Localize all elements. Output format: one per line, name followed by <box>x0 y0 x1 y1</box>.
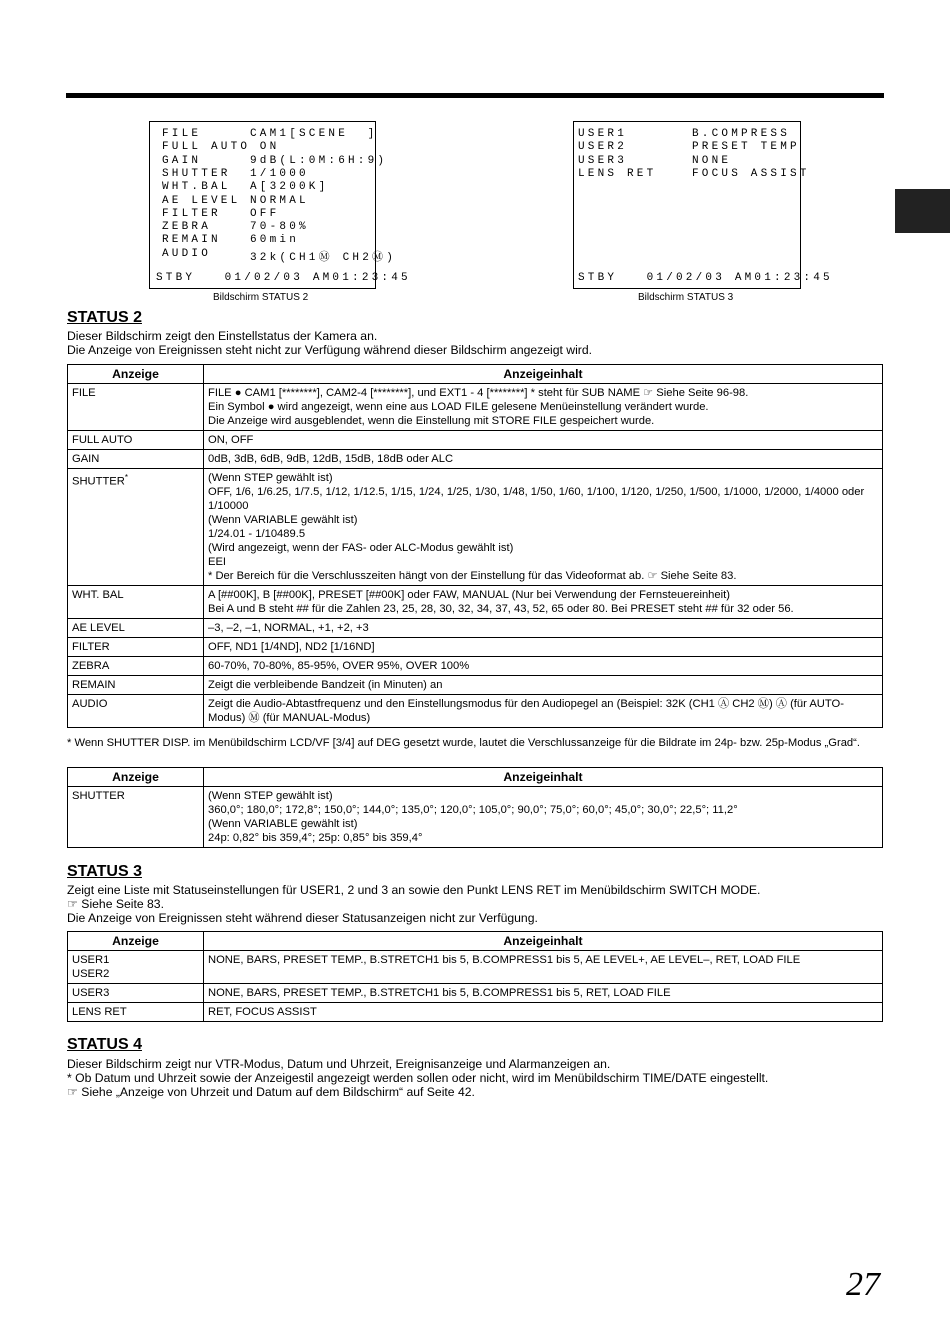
status3-screen-caption: Bildschirm STATUS 3 <box>638 292 734 303</box>
table-row-content <box>204 431 883 450</box>
paragraph-line: ☞ Siehe Seite 83. <box>67 897 164 911</box>
row-label-line: USER1 <box>72 954 110 966</box>
table-header-row <box>68 365 883 384</box>
table-row <box>68 431 883 450</box>
content-line: RET, FOCUS ASSIST <box>208 1006 317 1018</box>
status2-footnote: * Wenn SHUTTER DISP. im Menübildschirm LCD/VF [3/4] auf DEG gesetzt wurde, lautet die Verschlussanzeige für die Bildrate im 24p- bzw. 25p-Modus „Grad“. <box>67 737 860 749</box>
screen-row-label: FILTER <box>162 207 221 220</box>
row-label-line: AE LEVEL <box>72 622 125 634</box>
screen-row-value: 32k(CH1Ⓜ CH2Ⓜ) <box>250 251 397 264</box>
column-header-anzeige: Anzeige <box>68 932 204 951</box>
screen-row-label: FILE <box>162 128 202 140</box>
table-row-label <box>68 676 204 695</box>
content-line: Zeigt die verbleibende Bandzeit (in Minuten) an <box>208 679 443 691</box>
screen-row-value: A[3200K] <box>250 181 329 194</box>
column-header-anzeigeinhalt: Anzeigeinhalt <box>204 365 883 384</box>
screen-row-label: SHUTTER <box>162 167 231 180</box>
table-row-content <box>204 384 883 431</box>
table-row-content <box>204 787 883 848</box>
table-row <box>68 787 883 848</box>
status2-screen <box>149 121 411 289</box>
screen-row-label: USER1 <box>578 128 628 140</box>
table-row-label <box>68 951 204 984</box>
screen-row-value: FOCUS ASSIST <box>692 167 810 180</box>
page-number: 27 <box>846 1266 880 1303</box>
screen-row-label: LENS RET <box>578 167 657 180</box>
column-header-anzeigeinhalt: Anzeigeinhalt <box>204 932 883 951</box>
table-row-label <box>68 1003 204 1022</box>
table-row <box>68 469 883 586</box>
paragraph-line: Dieser Bildschirm zeigt den Einstellstatus der Kamera an. <box>67 329 378 343</box>
table-row-content <box>204 695 883 728</box>
table-row-content <box>204 586 883 619</box>
table-row-label <box>68 619 204 638</box>
screen-row-label: ZEBRA <box>162 221 212 234</box>
screen-row-value: NONE <box>692 154 732 167</box>
screen-row-label: WHT.BAL <box>162 181 231 194</box>
paragraph-line: ☞ Siehe „Anzeige von Uhrzeit und Datum auf dem Bildschirm“ auf Seite 42. <box>67 1085 475 1099</box>
content-line: (Wenn STEP gewählt ist) <box>208 790 333 802</box>
content-line: 0dB, 3dB, 6dB, 9dB, 12dB, 15dB, 18dB oder ALC <box>208 453 454 465</box>
table-row-label <box>68 787 204 848</box>
table-row <box>68 951 883 984</box>
screen-row-value: 1/1000 <box>250 167 309 180</box>
table-row-content <box>204 984 883 1003</box>
screen-row-value: ON <box>250 141 280 154</box>
paragraph-line: Die Anzeige von Ereignissen steht während dieser Statusanzeigen nicht zur Verfügung. <box>67 911 538 925</box>
table-row-label <box>68 638 204 657</box>
row-label-line: USER2 <box>72 968 110 980</box>
content-line: Ein Symbol ● wird angezeigt, wenn eine aus LOAD FILE gelesene Menüeinstellung verändert wurde. <box>208 401 709 413</box>
table-row-content <box>204 676 883 695</box>
table-row <box>68 676 883 695</box>
table-row-content <box>204 951 883 984</box>
screen-row-value: 60min <box>250 234 300 247</box>
content-line: Bei A und B steht ## für die Zahlen 23, 25, 28, 30, 32, 34, 37, 43, 52, 65 oder 80. Bei PRESET steht ## für 32 oder 56. <box>208 603 794 615</box>
paragraph-line: Die Anzeige von Ereignissen steht nicht zur Verfügung während dieser Bildschirm angezeigt wird. <box>67 343 593 357</box>
table-row <box>68 1003 883 1022</box>
table-row-label <box>68 450 204 469</box>
table-row-label <box>68 984 204 1003</box>
status3-screen <box>573 121 833 289</box>
paragraph-line: Zeigt eine Liste mit Statuseinstellungen für USER1, 2 und 3 an sowie den Punkt LENS RET im Menübildschirm SWITCH MODE. <box>67 883 761 897</box>
row-label-line: REMAIN <box>72 679 116 691</box>
content-line: NONE, BARS, PRESET TEMP., B.STRETCH1 bis 5, B.COMPRESS1 bis 5, RET, LOAD FILE <box>208 987 671 999</box>
screen-row-value: OFF <box>250 207 280 220</box>
content-line: * Der Bereich für die Verschlusszeiten hängt von der Einstellung für das Videoformat ab. ☞ Siehe Seite 83. <box>208 570 737 582</box>
table-row-content <box>204 1003 883 1022</box>
content-line: (Wenn STEP gewählt ist) <box>208 472 333 484</box>
table-header-row <box>68 932 883 951</box>
content-line: OFF, 1/6, 1/6.25, 1/7.5, 1/12, 1/12.5, 1/15, 1/24, 1/25, 1/30, 1/48, 1/50, 1/60, 1/100, 1/120, 1/250, 1/500, 1/1000, 1/2000, 1/4000 oder 1/10000 <box>208 486 865 512</box>
status4-intro <box>67 1057 882 1099</box>
screen-row-label: REMAIN <box>162 234 221 247</box>
content-line: 24p: 0,82° bis 359,4°; 25p: 0,85° bis 359,4° <box>208 832 423 844</box>
status3-intro <box>67 883 882 925</box>
screen-row-value: PRESET TEMP <box>692 141 800 154</box>
content-line: FILE ● CAM1 [********], CAM2-4 [********], und EXT1 - 4 [********] * steht für SUB NAME ☞ Siehe Seite 96-98. <box>208 387 749 399</box>
row-label-line: LENS RET <box>72 1006 127 1018</box>
screen-row-value: B.COMPRESS <box>692 128 791 140</box>
status3-table <box>67 931 883 1022</box>
table-row-label <box>68 586 204 619</box>
table-row-content <box>204 619 883 638</box>
table-row <box>68 619 883 638</box>
content-line: A [##00K], B [##00K], PRESET [##00K] oder FAW, MANUAL (Nur bei Verwendung der Fernsteuereinheit) <box>208 589 730 601</box>
content-line: EEI <box>208 556 227 568</box>
chapter-tab <box>895 189 950 233</box>
content-line: Die Anzeige wird ausgeblendet, wenn die Einstellung mit STORE FILE gespeichert wurde. <box>208 415 655 427</box>
row-label-line: SHUTTER <box>72 790 125 802</box>
top-rule <box>66 93 884 98</box>
table-row-label <box>68 384 204 431</box>
row-label-line: WHT. BAL <box>72 589 124 601</box>
screen-row-value: 9dB(L:0M:6H:9) <box>250 154 388 167</box>
screen-row-value: NORMAL <box>250 194 309 207</box>
table-row-content <box>204 638 883 657</box>
content-line: Zeigt die Audio-Abtastfrequenz und den Einstellungsmodus für den Audiopegel an (Beispiel: 32K (CH1 Ⓐ CH2 Ⓜ) Ⓐ (für AUTO-Modus) Ⓜ (für MANUAL-Modus) <box>208 698 844 724</box>
table-row <box>68 695 883 728</box>
screen-status-line: STBY 01/02/03 AM01:23:45 <box>578 272 833 284</box>
table-row <box>68 638 883 657</box>
screen-row-label: USER3 <box>578 154 628 167</box>
table-row <box>68 450 883 469</box>
row-label-line: FULL AUTO <box>72 434 133 446</box>
content-line: 360,0°; 180,0°; 172,8°; 150,0°; 144,0°; 135,0°; 120,0°; 105,0°; 90,0°; 75,0°; 60,0°; 45,0°; 30,0°; 22,5°; 11,2° <box>208 804 738 816</box>
paragraph-line: * Ob Datum und Uhrzeit sowie der Anzeigestil angezeigt werden sollen oder nicht, wird im Menübildschirm TIME/DATE eingestellt. <box>67 1071 769 1085</box>
screen-row-label: USER2 <box>578 141 628 154</box>
column-header-anzeige: Anzeige <box>68 365 204 384</box>
content-line: 1/24.01 - 1/10489.5 <box>208 528 306 540</box>
row-label-line: FILE <box>72 387 96 399</box>
content-line: (Wenn VARIABLE gewählt ist) <box>208 818 358 830</box>
content-line: ON, OFF <box>208 434 254 446</box>
row-label-line: AUDIO <box>72 698 108 710</box>
content-line: –3, –2, –1, NORMAL, +1, +2, +3 <box>208 622 369 634</box>
content-line: NONE, BARS, PRESET TEMP., B.STRETCH1 bis 5, B.COMPRESS1 bis 5, AE LEVEL+, AE LEVEL–, RET, LOAD FILE <box>208 954 801 966</box>
table-row-label <box>68 431 204 450</box>
content-line: (Wird angezeigt, wenn der FAS- oder ALC-Modus gewählt ist) <box>208 542 514 554</box>
screen-row-value: 70-80% <box>250 221 309 234</box>
content-line: 60-70%, 70-80%, 85-95%, OVER 95%, OVER 100% <box>208 660 470 672</box>
paragraph-line: Dieser Bildschirm zeigt nur VTR-Modus, Datum und Uhrzeit, Ereignisanzeige und Alarmanzeigen an. <box>67 1057 611 1071</box>
table-row-label <box>68 469 204 586</box>
table-row <box>68 586 883 619</box>
table-row-content <box>204 469 883 586</box>
row-label-line: ZEBRA <box>72 660 110 672</box>
screen-row-label: FULL AUTO <box>162 141 251 154</box>
footnote-marker: * <box>124 473 128 482</box>
row-label-line: USER3 <box>72 987 110 999</box>
table-row <box>68 657 883 676</box>
status4-heading: STATUS 4 <box>67 1036 142 1053</box>
screen-row-label: GAIN <box>162 154 202 167</box>
table-header-row <box>68 768 883 787</box>
content-line: OFF, ND1 [1/4ND], ND2 [1/16ND] <box>208 641 375 653</box>
table-row-label <box>68 695 204 728</box>
screen-row-value: CAM1[SCENE ] <box>250 128 378 140</box>
content-line: (Wenn VARIABLE gewählt ist) <box>208 514 358 526</box>
row-label-line: SHUTTER* <box>72 473 128 488</box>
screen-row-label: AE LEVEL <box>162 194 241 207</box>
column-header-anzeigeinhalt: Anzeigeinhalt <box>204 768 883 787</box>
table-row-label <box>68 657 204 676</box>
row-label-line: FILTER <box>72 641 110 653</box>
table-row-content <box>204 657 883 676</box>
screen-status-line: STBY 01/02/03 AM01:23:45 <box>156 272 411 284</box>
status2-shutter-table <box>67 767 883 848</box>
status2-intro <box>67 329 882 357</box>
column-header-anzeige: Anzeige <box>68 768 204 787</box>
status2-heading: STATUS 2 <box>67 309 142 326</box>
table-row-content <box>204 450 883 469</box>
status2-screen-caption: Bildschirm STATUS 2 <box>213 292 309 303</box>
table-row <box>68 384 883 431</box>
screen-row-label: AUDIO <box>162 247 212 260</box>
status2-table <box>67 364 883 728</box>
status3-heading: STATUS 3 <box>67 863 142 880</box>
row-label-line: GAIN <box>72 453 100 465</box>
table-row <box>68 984 883 1003</box>
